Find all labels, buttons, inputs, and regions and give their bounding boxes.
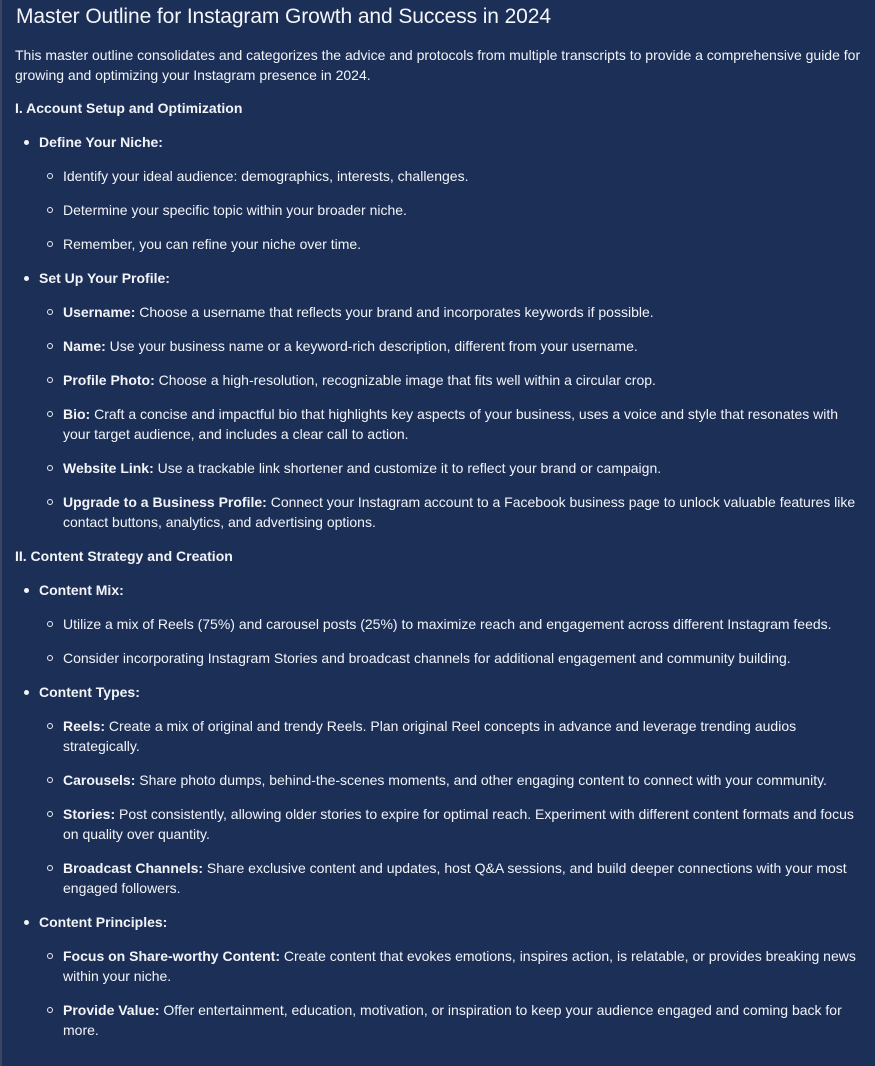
term-label: Provide Value: (63, 1002, 160, 1018)
item-text: Create a mix of original and trendy Reels. Plan original Reel concepts in advance and leverage trending audios strategically. (63, 718, 797, 754)
section-heading: I. Account Setup and Optimization (15, 100, 243, 116)
sub-list-item (39, 492, 865, 532)
list-item (15, 580, 865, 668)
item-text: Determine your specific topic within your broader niche. (63, 202, 407, 218)
term-label: Upgrade to a Business Profile: (63, 494, 267, 510)
list-item (15, 682, 865, 898)
sub-list (39, 302, 865, 532)
term-label: Website Link: (63, 460, 154, 476)
list-item-heading: Set Up Your Profile: (39, 270, 170, 286)
sub-list-item (39, 370, 865, 390)
section-heading: II. Content Strategy and Creation (15, 548, 233, 564)
item-text: Share exclusive content and updates, host Q&A sessions, and build deeper connections with your most engaged followers. (63, 860, 847, 896)
page-title: Master Outline for Instagram Growth and Success in 2024 (16, 5, 551, 28)
term-label: Name: (63, 338, 106, 354)
sub-list-item (39, 1000, 865, 1040)
sub-list-item (39, 458, 865, 478)
item-text: Share photo dumps, behind-the-scenes moments, and other engaging content to connect with your community. (135, 772, 827, 788)
section-list (15, 132, 865, 532)
sub-list-item (39, 648, 865, 668)
list-item-heading: Content Mix: (39, 582, 124, 598)
sub-list (39, 946, 865, 1040)
sub-list-item (39, 804, 865, 844)
term-label: Profile Photo: (63, 372, 155, 388)
term-label: Reels: (63, 718, 106, 734)
term-label: Broadcast Channels: (63, 860, 204, 876)
list-item-heading: Content Types: (39, 684, 140, 700)
section-list (15, 580, 865, 1040)
sub-list-item (39, 302, 865, 322)
item-text: Post consistently, allowing older stories to expire for optimal reach. Experiment with different content formats and focus on quality over quantity. (63, 806, 854, 842)
item-text: Connect your Instagram account to a Facebook business page to unlock valuable features like contact buttons, analytics, and advertising options. (63, 494, 856, 530)
sub-list-item (39, 770, 865, 790)
term-label: Stories: (63, 806, 116, 822)
sub-list-item (39, 404, 865, 444)
list-item (15, 132, 865, 254)
term-label: Focus on Share-worthy Content: (63, 948, 280, 964)
term-label: Username: (63, 304, 136, 320)
item-text: Choose a username that reflects your brand and incorporates keywords if possible. (135, 304, 654, 320)
sub-list (39, 166, 865, 254)
list-item-heading: Define Your Niche: (39, 134, 163, 150)
document (2, 0, 875, 1040)
item-text: Choose a high-resolution, recognizable image that fits well within a circular crop. (154, 372, 656, 388)
list-item (15, 912, 865, 1040)
intro-paragraph: This master outline consolidates and categorizes the advice and protocols from multiple transcripts to provide a comprehensive guide for growing and optimizing your Instagram presence in 2024. (15, 47, 861, 83)
sub-list-item (39, 336, 865, 356)
item-text: Use your business name or a keyword-rich description, different from your username. (105, 338, 638, 354)
item-text: Offer entertainment, education, motivation, or inspiration to keep your audience engaged and coming back for more. (63, 1002, 842, 1038)
item-text: Use a trackable link shortener and customize it to reflect your brand or campaign. (153, 460, 662, 476)
sub-list-item (39, 200, 865, 220)
item-text: Craft a concise and impactful bio that highlights key aspects of your business, uses a voice and style that resonates with your target audience, and includes a clear call to action. (63, 406, 839, 442)
sub-list-item (39, 166, 865, 186)
outline-sections (15, 98, 865, 1040)
sub-list-item (39, 614, 865, 634)
item-text: Create content that evokes emotions, inspires action, is relatable, or provides breaking news within your niche. (63, 948, 856, 984)
item-text: Remember, you can refine your niche over time. (63, 236, 362, 252)
term-label: Carousels: (63, 772, 136, 788)
list-item-heading: Content Principles: (39, 914, 168, 930)
sub-list-item (39, 858, 865, 898)
sub-list (39, 716, 865, 898)
item-text: Consider incorporating Instagram Stories and broadcast channels for additional engagement and community building. (63, 650, 791, 666)
list-item (15, 268, 865, 532)
sub-list-item (39, 946, 865, 986)
sub-list-item (39, 234, 865, 254)
item-text: Utilize a mix of Reels (75%) and carousel posts (25%) to maximize reach and engagement across different Instagram feeds. (63, 616, 832, 632)
item-text: Identify your ideal audience: demographics, interests, challenges. (63, 168, 469, 184)
term-label: Bio: (63, 406, 91, 422)
sub-list (39, 614, 865, 668)
sub-list-item (39, 716, 865, 756)
